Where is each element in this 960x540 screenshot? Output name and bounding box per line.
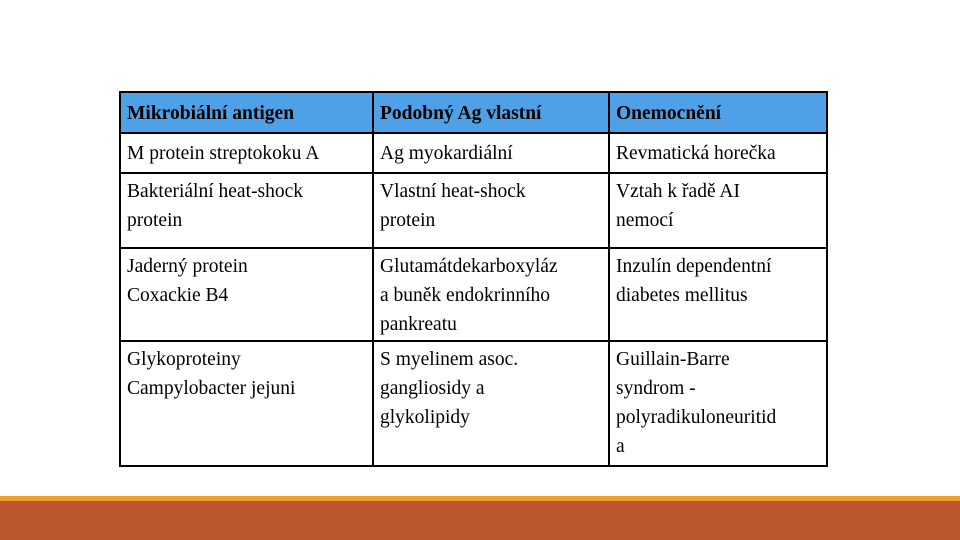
- table-cell: M protein streptokoku A: [120, 133, 373, 173]
- table-cell: Jaderný protein Coxackie B4: [120, 248, 373, 341]
- header-onemocneni: Onemocnění: [609, 92, 827, 133]
- table-cell: Vztah k řadě AI nemocí: [609, 173, 827, 248]
- table-row: [120, 133, 827, 173]
- footer-bar: [0, 501, 960, 540]
- table-cell: Glykoproteiny Campylobacter jejuni: [120, 341, 373, 466]
- table-row: [120, 173, 827, 248]
- table-cell: Bakteriální heat-shock protein: [120, 173, 373, 248]
- table-row: [120, 248, 827, 341]
- table-cell: Vlastní heat-shock protein: [373, 173, 609, 248]
- header-podobny-ag-vlastni: Podobný Ag vlastní: [373, 92, 609, 133]
- table-cell: Glutamátdekarboxyláz a buněk endokrinního pankreatu: [373, 248, 609, 341]
- table-cell: Guillain-Barre syndrom - polyradikuloneuritid a: [609, 341, 827, 466]
- table-row: [120, 341, 827, 466]
- table-cell: Revmatická horečka: [609, 133, 827, 173]
- table-cell: S myelinem asoc. gangliosidy a glykolipidy: [373, 341, 609, 466]
- antigen-table: [119, 91, 828, 467]
- header-mikrobialni-antigen: Mikrobiální antigen: [120, 92, 373, 133]
- table-header-row: [120, 92, 827, 133]
- table-cell: Inzulín dependentní diabetes mellitus: [609, 248, 827, 341]
- table-cell: Ag myokardiální: [373, 133, 609, 173]
